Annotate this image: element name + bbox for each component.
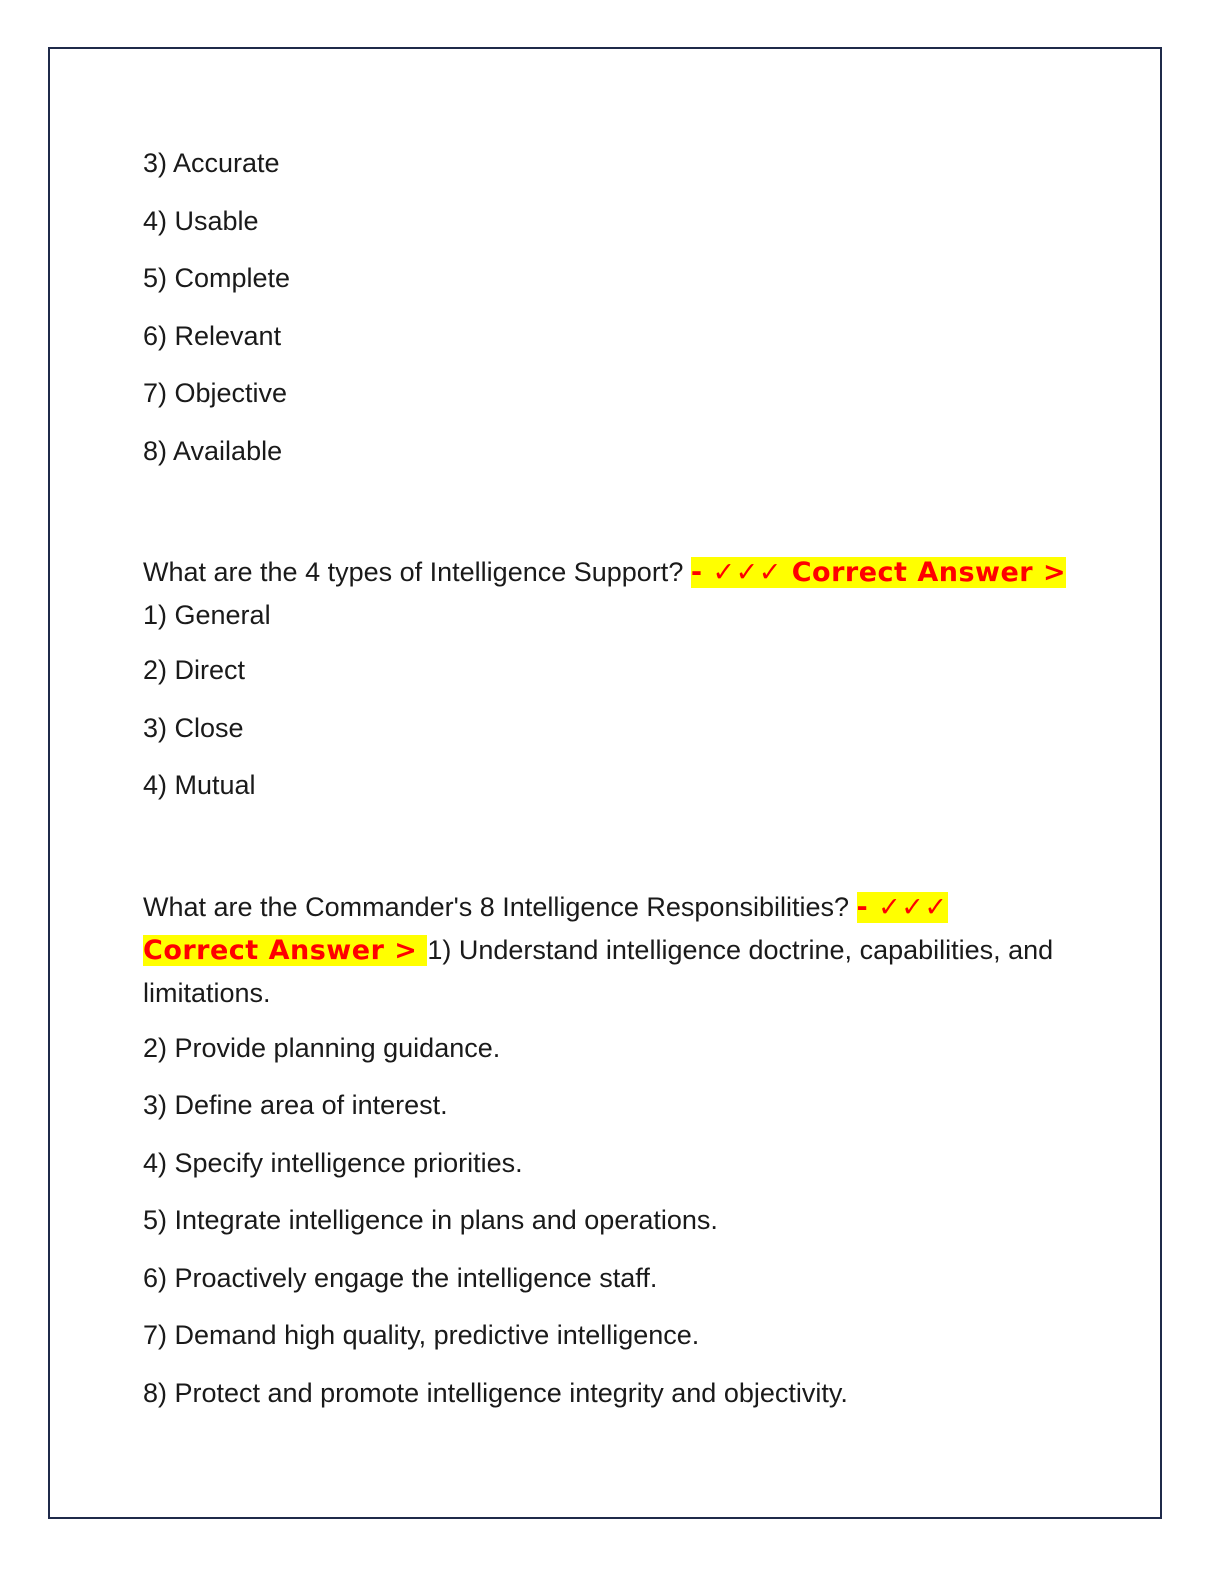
correct-answer-marker: - ✓✓✓ Correct Answer > [690, 557, 1067, 588]
list-item: 5) Integrate intelligence in plans and operations. [143, 1205, 718, 1235]
question-block-responsibilities [143, 886, 1083, 1015]
list-item: 2) Direct [143, 655, 246, 685]
correct-answer-marker-cont: Correct Answer > [143, 934, 428, 966]
question-block-support [143, 551, 1083, 637]
list-top [143, 144, 1083, 489]
list-item: 8) Protect and promote intelligence integrity and objectivity. [143, 1377, 848, 1408]
list-item: 6) Relevant [143, 320, 282, 351]
answer-first-item: 1) Understand intelligence doctrine, capabilities, and limitations. [143, 934, 1054, 1008]
list-item: 4) Usable [143, 205, 259, 236]
list-item: 6) Proactively engage the intelligence staff. [143, 1262, 658, 1293]
document-body [143, 144, 1083, 1431]
list-item: 7) Objective [143, 378, 288, 408]
list-item: 2) Provide planning guidance. [143, 1032, 501, 1063]
spacer [143, 824, 1083, 886]
question-text [143, 551, 1083, 637]
answer-first-item: 1) General [143, 600, 271, 630]
spacer [143, 489, 1083, 551]
list-item: 8) Available [143, 435, 283, 466]
list-item: 3) Close [143, 712, 244, 743]
list-item: 7) Demand high quality, predictive intelligence. [143, 1320, 700, 1350]
question-label: What are the Commander's 8 Intelligence Responsibilities? [143, 891, 857, 922]
list-item: 4) Specify intelligence priorities. [143, 1147, 523, 1178]
question-label: What are the 4 types of Intelligence Support? [143, 557, 691, 587]
list-item: 4) Mutual [143, 770, 256, 800]
list-item: 3) Define area of interest. [143, 1090, 448, 1120]
list-item: 3) Accurate [143, 148, 280, 178]
question-text [143, 886, 1083, 1015]
list-item: 5) Complete [143, 263, 291, 293]
correct-answer-marker: - ✓✓✓ [856, 891, 948, 923]
